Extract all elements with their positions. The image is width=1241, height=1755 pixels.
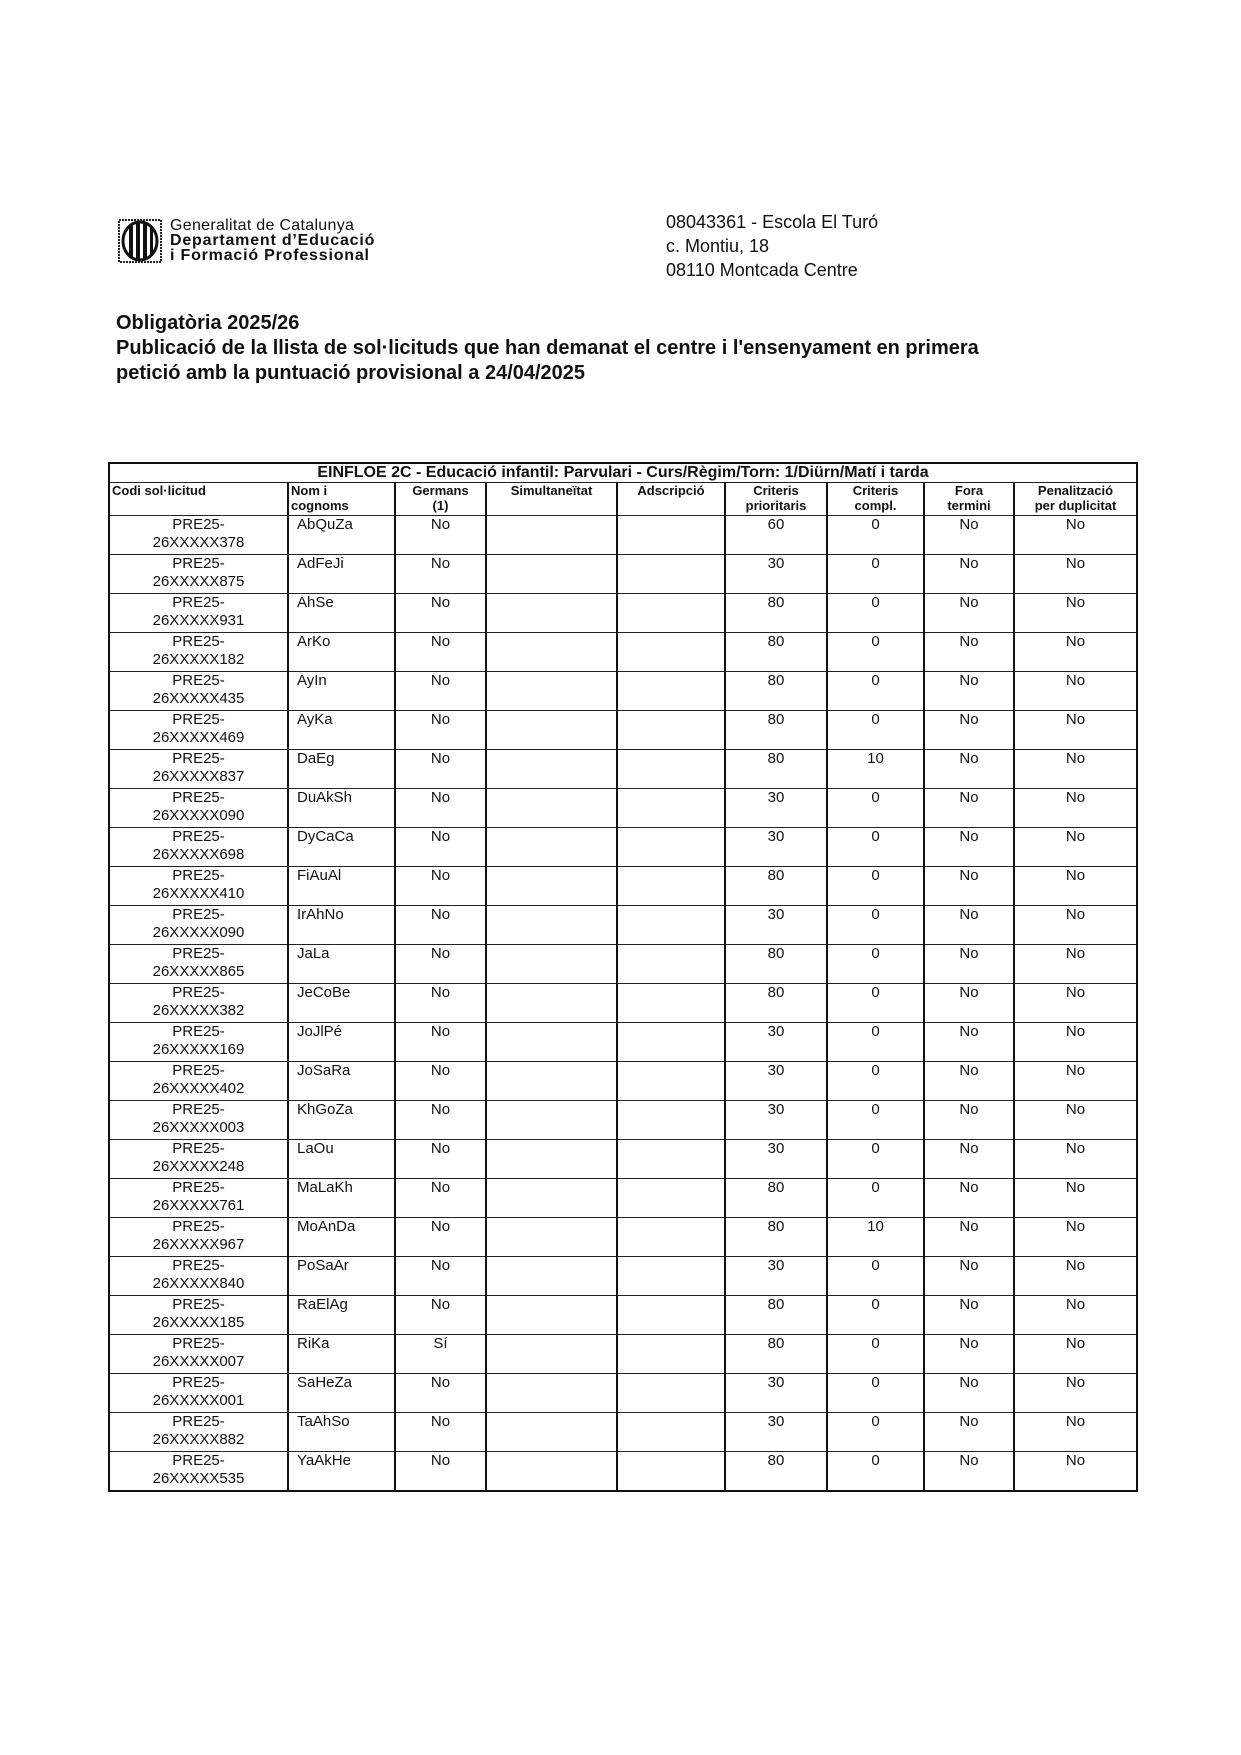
column-header-simultaneitat: Simultaneïtat (486, 483, 617, 516)
table-row (109, 1296, 1137, 1335)
cell-codi: PRE25- 26XXXXX931 (109, 594, 288, 633)
cell-codi: PRE25- 26XXXXX007 (109, 1335, 288, 1374)
cell-criteris-compl: 0 (827, 1023, 924, 1062)
cell-simultaneitat (486, 750, 617, 789)
cell-germans: No (395, 1101, 486, 1140)
cell-germans: Sí (395, 1335, 486, 1374)
cell-criteris-compl: 0 (827, 789, 924, 828)
cell-codi: PRE25- 26XXXXX469 (109, 711, 288, 750)
cell-criteris-prioritaris: 30 (725, 828, 827, 867)
cell-criteris-prioritaris: 30 (725, 1374, 827, 1413)
cell-criteris-compl: 0 (827, 1257, 924, 1296)
cell-nom: AdFeJi (288, 555, 395, 594)
table-row (109, 672, 1137, 711)
cell-codi: PRE25- 26XXXXX003 (109, 1101, 288, 1140)
cell-fora-termini: No (924, 1413, 1014, 1452)
cell-fora-termini: No (924, 828, 1014, 867)
cell-fora-termini: No (924, 594, 1014, 633)
cell-fora-termini: No (924, 1140, 1014, 1179)
table-section-title: EINFLOE 2C - Educació infantil: Parvulari - Curs/Règim/Torn: 1/Diürn/Matí i tarda (109, 463, 1137, 483)
cell-adscripcio (617, 789, 725, 828)
cell-criteris-prioritaris: 80 (725, 1179, 827, 1218)
cell-criteris-prioritaris: 30 (725, 1257, 827, 1296)
cell-adscripcio (617, 555, 725, 594)
cell-criteris-compl: 0 (827, 1101, 924, 1140)
cell-germans: No (395, 633, 486, 672)
cell-codi: PRE25- 26XXXXX090 (109, 789, 288, 828)
cell-simultaneitat (486, 1023, 617, 1062)
cell-germans: No (395, 711, 486, 750)
cell-codi: PRE25- 26XXXXX402 (109, 1062, 288, 1101)
cell-criteris-compl: 0 (827, 1452, 924, 1492)
cell-fora-termini: No (924, 1179, 1014, 1218)
cell-germans: No (395, 672, 486, 711)
cell-codi: PRE25- 26XXXXX090 (109, 906, 288, 945)
cell-criteris-prioritaris: 60 (725, 516, 827, 555)
cell-fora-termini: No (924, 906, 1014, 945)
title-publication: Publicació de la llista de sol·licituds que han demanat el centre i l'ensenyament en primera (116, 337, 979, 359)
cell-simultaneitat (486, 633, 617, 672)
cell-germans: No (395, 1179, 486, 1218)
cell-penalitzacio: No (1014, 1140, 1137, 1179)
cell-adscripcio (617, 1062, 725, 1101)
cell-codi: PRE25- 26XXXXX182 (109, 633, 288, 672)
cell-simultaneitat (486, 516, 617, 555)
column-header-criteris-compl: Criteris compl. (827, 483, 924, 516)
cell-criteris-prioritaris: 30 (725, 789, 827, 828)
cell-fora-termini: No (924, 1452, 1014, 1492)
cell-simultaneitat (486, 555, 617, 594)
cell-adscripcio (617, 1023, 725, 1062)
cell-simultaneitat (486, 1452, 617, 1492)
cell-adscripcio (617, 984, 725, 1023)
table-row (109, 1101, 1137, 1140)
cell-germans: No (395, 594, 486, 633)
cell-nom: AyIn (288, 672, 395, 711)
column-header-codi: Codi sol·licitud (109, 483, 288, 516)
cell-penalitzacio: No (1014, 1218, 1137, 1257)
cell-germans: No (395, 828, 486, 867)
cell-germans: No (395, 984, 486, 1023)
organization-header (118, 218, 375, 263)
cell-germans: No (395, 516, 486, 555)
cell-germans: No (395, 1140, 486, 1179)
cell-adscripcio (617, 1218, 725, 1257)
cell-fora-termini: No (924, 945, 1014, 984)
cell-penalitzacio: No (1014, 1023, 1137, 1062)
table-row (109, 984, 1137, 1023)
cell-criteris-compl: 0 (827, 672, 924, 711)
cell-adscripcio (617, 906, 725, 945)
cell-penalitzacio: No (1014, 594, 1137, 633)
cell-fora-termini: No (924, 1257, 1014, 1296)
cell-nom: JeCoBe (288, 984, 395, 1023)
cell-simultaneitat (486, 1374, 617, 1413)
school-code-name: 08043361 - Escola El Turó (666, 212, 879, 232)
cell-simultaneitat (486, 1257, 617, 1296)
cell-simultaneitat (486, 828, 617, 867)
cell-criteris-compl: 0 (827, 1062, 924, 1101)
table-row (109, 516, 1137, 555)
cell-criteris-prioritaris: 80 (725, 1335, 827, 1374)
cell-germans: No (395, 789, 486, 828)
cell-fora-termini: No (924, 789, 1014, 828)
cell-fora-termini: No (924, 1335, 1014, 1374)
cell-codi: PRE25- 26XXXXX882 (109, 1413, 288, 1452)
cell-germans: No (395, 1062, 486, 1101)
cell-criteris-compl: 0 (827, 711, 924, 750)
cell-penalitzacio: No (1014, 1101, 1137, 1140)
cell-fora-termini: No (924, 516, 1014, 555)
table-row (109, 594, 1137, 633)
table-row (109, 945, 1137, 984)
cell-simultaneitat (486, 1296, 617, 1335)
cell-penalitzacio: No (1014, 828, 1137, 867)
table-row (109, 750, 1137, 789)
cell-simultaneitat (486, 1335, 617, 1374)
cell-criteris-compl: 0 (827, 516, 924, 555)
cell-simultaneitat (486, 672, 617, 711)
cell-adscripcio (617, 1413, 725, 1452)
cell-criteris-prioritaris: 30 (725, 555, 827, 594)
cell-adscripcio (617, 867, 725, 906)
cell-criteris-compl: 0 (827, 1179, 924, 1218)
cell-adscripcio (617, 1296, 725, 1335)
cell-codi: PRE25- 26XXXXX967 (109, 1218, 288, 1257)
cell-adscripcio (617, 1335, 725, 1374)
column-header-criteris-prioritaris: Criteris prioritaris (725, 483, 827, 516)
cell-criteris-compl: 0 (827, 594, 924, 633)
cell-nom: AhSe (288, 594, 395, 633)
table-row (109, 1257, 1137, 1296)
table-row (109, 828, 1137, 867)
cell-germans: No (395, 867, 486, 906)
cell-penalitzacio: No (1014, 672, 1137, 711)
table-row (109, 555, 1137, 594)
table-row (109, 633, 1137, 672)
cell-adscripcio (617, 1374, 725, 1413)
cell-penalitzacio: No (1014, 1296, 1137, 1335)
cell-codi: PRE25- 26XXXXX435 (109, 672, 288, 711)
cell-nom: DuAkSh (288, 789, 395, 828)
cell-criteris-prioritaris: 80 (725, 867, 827, 906)
generalitat-logo-icon (118, 219, 162, 263)
title-publication-cont: petició amb la puntuació provisional a 24/04/2025 (116, 362, 586, 384)
cell-nom: MaLaKh (288, 1179, 395, 1218)
title-year: Obligatòria 2025/26 (116, 312, 300, 334)
cell-nom: IrAhNo (288, 906, 395, 945)
cell-nom: MoAnDa (288, 1218, 395, 1257)
cell-criteris-compl: 0 (827, 828, 924, 867)
cell-penalitzacio: No (1014, 1257, 1137, 1296)
cell-nom: DyCaCa (288, 828, 395, 867)
cell-germans: No (395, 1296, 486, 1335)
cell-nom: PoSaAr (288, 1257, 395, 1296)
table-header-row (109, 483, 1137, 516)
cell-criteris-compl: 0 (827, 1296, 924, 1335)
cell-fora-termini: No (924, 672, 1014, 711)
cell-penalitzacio: No (1014, 1335, 1137, 1374)
table-row (109, 1140, 1137, 1179)
cell-criteris-compl: 0 (827, 1413, 924, 1452)
table-row (109, 1023, 1137, 1062)
cell-fora-termini: No (924, 633, 1014, 672)
table-row (109, 1452, 1137, 1492)
column-header-germans: Germans (1) (395, 483, 486, 516)
cell-fora-termini: No (924, 1023, 1014, 1062)
cell-nom: ArKo (288, 633, 395, 672)
cell-fora-termini: No (924, 1218, 1014, 1257)
cell-germans: No (395, 1257, 486, 1296)
cell-fora-termini: No (924, 1062, 1014, 1101)
cell-adscripcio (617, 828, 725, 867)
cell-simultaneitat (486, 1101, 617, 1140)
cell-criteris-prioritaris: 80 (725, 633, 827, 672)
column-header-nom: Nom i cognoms (288, 483, 395, 516)
cell-nom: FiAuAl (288, 867, 395, 906)
cell-adscripcio (617, 1179, 725, 1218)
cell-criteris-prioritaris: 80 (725, 672, 827, 711)
cell-criteris-prioritaris: 30 (725, 1062, 827, 1101)
cell-penalitzacio: No (1014, 1413, 1137, 1452)
cell-simultaneitat (486, 711, 617, 750)
org-name-generalitat: Generalitat de Catalunya (170, 217, 355, 234)
cell-germans: No (395, 906, 486, 945)
cell-codi: PRE25- 26XXXXX248 (109, 1140, 288, 1179)
table-row (109, 1179, 1137, 1218)
column-header-adscripcio: Adscripció (617, 483, 725, 516)
table-row (109, 711, 1137, 750)
cell-criteris-prioritaris: 80 (725, 1452, 827, 1492)
table-row (109, 789, 1137, 828)
cell-simultaneitat (486, 906, 617, 945)
school-street: c. Montiu, 18 (666, 236, 770, 256)
cell-criteris-prioritaris: 80 (725, 1296, 827, 1335)
cell-adscripcio (617, 516, 725, 555)
cell-criteris-prioritaris: 80 (725, 750, 827, 789)
cell-codi: PRE25- 26XXXXX410 (109, 867, 288, 906)
cell-criteris-compl: 0 (827, 906, 924, 945)
cell-codi: PRE25- 26XXXXX378 (109, 516, 288, 555)
cell-simultaneitat (486, 867, 617, 906)
cell-codi: PRE25- 26XXXXX535 (109, 1452, 288, 1492)
cell-codi: PRE25- 26XXXXX840 (109, 1257, 288, 1296)
cell-simultaneitat (486, 1140, 617, 1179)
table-row (109, 1413, 1137, 1452)
cell-codi: PRE25- 26XXXXX837 (109, 750, 288, 789)
cell-nom: YaAkHe (288, 1452, 395, 1492)
cell-penalitzacio: No (1014, 555, 1137, 594)
cell-criteris-compl: 0 (827, 945, 924, 984)
cell-penalitzacio: No (1014, 906, 1137, 945)
cell-fora-termini: No (924, 555, 1014, 594)
cell-criteris-compl: 0 (827, 984, 924, 1023)
table-row (109, 1218, 1137, 1257)
table-row (109, 1062, 1137, 1101)
table-row (109, 867, 1137, 906)
cell-criteris-compl: 0 (827, 1374, 924, 1413)
cell-penalitzacio: No (1014, 633, 1137, 672)
cell-criteris-compl: 0 (827, 633, 924, 672)
cell-adscripcio (617, 1257, 725, 1296)
cell-criteris-compl: 0 (827, 1335, 924, 1374)
cell-adscripcio (617, 711, 725, 750)
cell-penalitzacio: No (1014, 984, 1137, 1023)
cell-criteris-prioritaris: 80 (725, 984, 827, 1023)
cell-adscripcio (617, 945, 725, 984)
table-row (109, 1335, 1137, 1374)
cell-adscripcio (617, 1140, 725, 1179)
cell-codi: PRE25- 26XXXXX875 (109, 555, 288, 594)
cell-codi: PRE25- 26XXXXX865 (109, 945, 288, 984)
cell-fora-termini: No (924, 1101, 1014, 1140)
cell-criteris-prioritaris: 80 (725, 1218, 827, 1257)
applications-table (108, 462, 1138, 1492)
cell-nom: KhGoZa (288, 1101, 395, 1140)
cell-nom: JoJlPé (288, 1023, 395, 1062)
cell-adscripcio (617, 1101, 725, 1140)
cell-penalitzacio: No (1014, 1062, 1137, 1101)
cell-nom: AbQuZa (288, 516, 395, 555)
cell-penalitzacio: No (1014, 789, 1137, 828)
cell-codi: PRE25- 26XXXXX698 (109, 828, 288, 867)
cell-criteris-prioritaris: 30 (725, 906, 827, 945)
cell-criteris-compl: 0 (827, 867, 924, 906)
org-name-department: Departament d’Educació (170, 232, 376, 249)
org-name-department-cont: i Formació Professional (170, 247, 370, 264)
cell-criteris-compl: 0 (827, 555, 924, 594)
cell-fora-termini: No (924, 984, 1014, 1023)
cell-penalitzacio: No (1014, 1179, 1137, 1218)
cell-criteris-prioritaris: 80 (725, 594, 827, 633)
cell-nom: RiKa (288, 1335, 395, 1374)
cell-codi: PRE25- 26XXXXX761 (109, 1179, 288, 1218)
cell-fora-termini: No (924, 867, 1014, 906)
cell-germans: No (395, 1218, 486, 1257)
cell-adscripcio (617, 672, 725, 711)
cell-penalitzacio: No (1014, 867, 1137, 906)
cell-germans: No (395, 1023, 486, 1062)
cell-fora-termini: No (924, 1296, 1014, 1335)
cell-criteris-compl: 10 (827, 1218, 924, 1257)
cell-criteris-prioritaris: 30 (725, 1140, 827, 1179)
cell-nom: RaElAg (288, 1296, 395, 1335)
cell-adscripcio (617, 594, 725, 633)
cell-germans: No (395, 945, 486, 984)
cell-criteris-prioritaris: 30 (725, 1023, 827, 1062)
cell-adscripcio (617, 633, 725, 672)
cell-adscripcio (617, 750, 725, 789)
cell-criteris-prioritaris: 30 (725, 1101, 827, 1140)
cell-codi: PRE25- 26XXXXX001 (109, 1374, 288, 1413)
cell-simultaneitat (486, 1062, 617, 1101)
document-title (116, 311, 979, 386)
cell-germans: No (395, 1374, 486, 1413)
cell-germans: No (395, 750, 486, 789)
cell-nom: TaAhSo (288, 1413, 395, 1452)
cell-penalitzacio: No (1014, 711, 1137, 750)
cell-codi: PRE25- 26XXXXX169 (109, 1023, 288, 1062)
cell-penalitzacio: No (1014, 516, 1137, 555)
school-postal-city: 08110 Montcada Centre (666, 260, 858, 280)
cell-nom: AyKa (288, 711, 395, 750)
cell-simultaneitat (486, 594, 617, 633)
cell-simultaneitat (486, 984, 617, 1023)
school-address-block (666, 210, 878, 282)
cell-germans: No (395, 1452, 486, 1492)
cell-criteris-compl: 0 (827, 1140, 924, 1179)
cell-germans: No (395, 555, 486, 594)
cell-fora-termini: No (924, 711, 1014, 750)
cell-simultaneitat (486, 945, 617, 984)
table-row (109, 1374, 1137, 1413)
cell-simultaneitat (486, 1218, 617, 1257)
cell-penalitzacio: No (1014, 750, 1137, 789)
column-header-fora-termini: Fora termini (924, 483, 1014, 516)
cell-adscripcio (617, 1452, 725, 1492)
cell-penalitzacio: No (1014, 1452, 1137, 1492)
cell-simultaneitat (486, 1179, 617, 1218)
cell-simultaneitat (486, 1413, 617, 1452)
column-header-penalitzacio: Penalització per duplicitat (1014, 483, 1137, 516)
cell-nom: JaLa (288, 945, 395, 984)
cell-germans: No (395, 1413, 486, 1452)
cell-nom: SaHeZa (288, 1374, 395, 1413)
cell-fora-termini: No (924, 1374, 1014, 1413)
cell-criteris-prioritaris: 30 (725, 1413, 827, 1452)
cell-nom: JoSaRa (288, 1062, 395, 1101)
cell-codi: PRE25- 26XXXXX382 (109, 984, 288, 1023)
table-row (109, 906, 1137, 945)
cell-penalitzacio: No (1014, 945, 1137, 984)
cell-codi: PRE25- 26XXXXX185 (109, 1296, 288, 1335)
cell-criteris-prioritaris: 80 (725, 711, 827, 750)
cell-penalitzacio: No (1014, 1374, 1137, 1413)
cell-nom: DaEg (288, 750, 395, 789)
cell-criteris-compl: 10 (827, 750, 924, 789)
cell-criteris-prioritaris: 80 (725, 945, 827, 984)
cell-simultaneitat (486, 789, 617, 828)
cell-nom: LaOu (288, 1140, 395, 1179)
cell-fora-termini: No (924, 750, 1014, 789)
